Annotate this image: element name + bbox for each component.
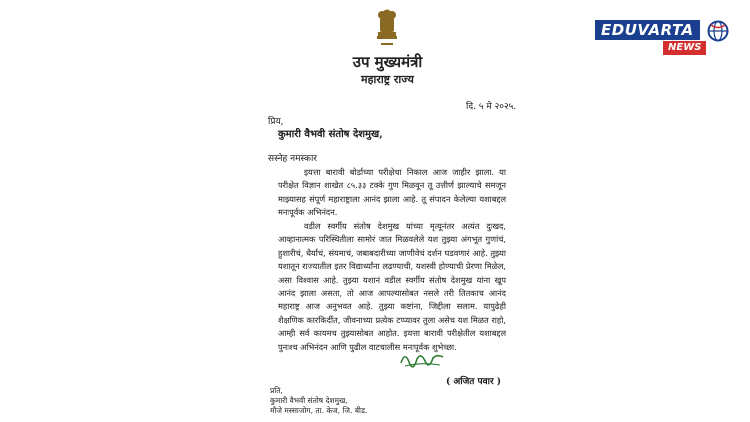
copy-to-label: प्रति, [270, 386, 283, 395]
copy-to-block [270, 386, 367, 416]
eduvarta-logo [595, 18, 735, 58]
logo-news-badge: NEWS [663, 41, 706, 55]
letter-paragraph-2: वडील स्वर्गीय संतोष देशमुख यांच्या मृत्यूनंतर अत्यंत दुःखद, आव्हानात्मक परिस्थितीला सामोरं जात मिळवलेले यश तुझ्या अंगभूत गुणांचं, हुशारीचं, धैर्याचं, संयमाचं, जबाबदारीच्या जाणीवेचं दर्शन घडवणारं आहे. तुझ्या यशातून राज्यातील इतर विद्यार्थ्यांना लढण्याची, यशस्वी होण्याची प्रेरणा मिळेल, असा विश्वास आहे. तुझ्या यशानं वडील स्वर्गीय संतोष देशमुख यांना खूप आनंद झाला असता, तो आज आपल्यासोबत नसले तरी तितकाच आनंद महाराष्ट्र आज अनुभवत आहे. तुझ्या कष्टांना, जिद्दीला सलाम. यापुढेही शैक्षणिक कारकिर्दीत, जीवनाच्या प्रत्येक टप्प्यावर तुला असेच यश मिळत राहो, आम्ही सर्व कायमच तुझ्यासोबत आहोत. इयत्ता बारावी परीक्षेतील यशाबद्दल पुनःश्च अभिनंदन आणि पुढील वाटचालीस मनःपूर्वक शुभेच्छा. [278, 221, 506, 352]
office-title: उप मुख्यमंत्री [352, 53, 423, 71]
letter-greeting: सस्नेह नमस्कार [268, 154, 317, 164]
signatory-name: ( अजित पवार ) [446, 377, 502, 387]
signature-icon [398, 348, 446, 370]
copy-to-line-1: कुमारी वैभवी संतोष देशमुख, [270, 396, 348, 405]
office-subtitle: महाराष्ट्र राज्य [361, 73, 414, 86]
letter-paragraph-1: इयत्ता बारावी बोर्डाच्या परीक्षेचा निकाल आज जाहीर झाला. या परीक्षेत विज्ञान शाखेत ८५.३३ टक्के गुण मिळवून तू उत्तीर्ण झाल्याचे समजून माझ्यासह संपूर्ण महाराष्ट्राला आनंद झाला आहे. तू संपादन केलेल्या यशाबद्दल मनःपूर्वक अभिनंदन. [278, 167, 506, 218]
copy-to-line-2: मौजे मस्साजोग, ता. केज, जि. बीड. [270, 406, 368, 415]
state-emblem-icon [374, 6, 400, 50]
globe-icon [707, 20, 729, 42]
letter-date: दि. ५ मे २०२५. [466, 102, 517, 112]
letter-recipient: कुमारी वैभवी संतोष देशमुख, [278, 129, 383, 140]
letter-salutation: प्रिय, [268, 117, 284, 127]
logo-primary-text: EDUVARTA [595, 20, 700, 40]
